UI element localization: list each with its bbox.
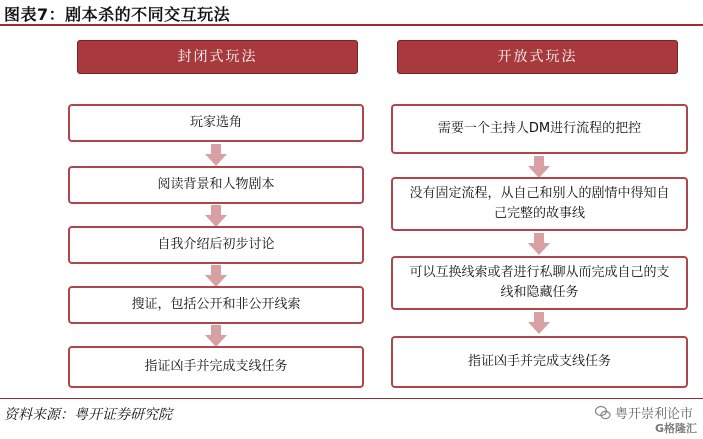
right-step-1: 需要一个主持人DM进行流程的把控: [391, 104, 688, 154]
left-step-2: 阅读背景和人物剧本: [68, 166, 364, 204]
down-arrow-icon: [205, 325, 227, 347]
left-step-1: 玩家选角: [68, 104, 364, 142]
right-step-4: 指证凶手并完成支线任务: [391, 336, 688, 388]
title-rule: [0, 24, 703, 26]
down-arrow-icon: [528, 156, 550, 178]
watermark-text: 粤开崇利论市: [614, 407, 693, 422]
down-arrow-icon: [205, 265, 227, 287]
left-step-4: 搜证，包括公开和非公开线索: [68, 286, 364, 324]
down-arrow-icon: [528, 233, 550, 255]
source-note: 资料来源：粤开证券研究院: [4, 407, 172, 423]
right-step-2: 没有固定流程，从自己和别人的剧情中得知自己完整的故事线: [391, 177, 688, 231]
down-arrow-icon: [205, 205, 227, 227]
gelonghui-logo: G格隆汇: [654, 422, 697, 435]
down-arrow-icon: [205, 144, 227, 166]
left-step-5: 指证凶手并完成支线任务: [68, 346, 364, 388]
figure-title: 图表7：剧本杀的不同交互玩法: [4, 5, 231, 24]
down-arrow-icon: [528, 312, 550, 334]
closed-play-header: 封闭式玩法: [77, 40, 358, 74]
wechat-icon: [595, 405, 611, 421]
left-step-3: 自我介绍后初步讨论: [68, 226, 364, 264]
footer-rule: [0, 398, 703, 399]
open-play-header: 开放式玩法: [397, 40, 678, 74]
right-step-3: 可以互换线索或者进行私聊从而完成自己的支线和隐藏任务: [391, 256, 688, 310]
